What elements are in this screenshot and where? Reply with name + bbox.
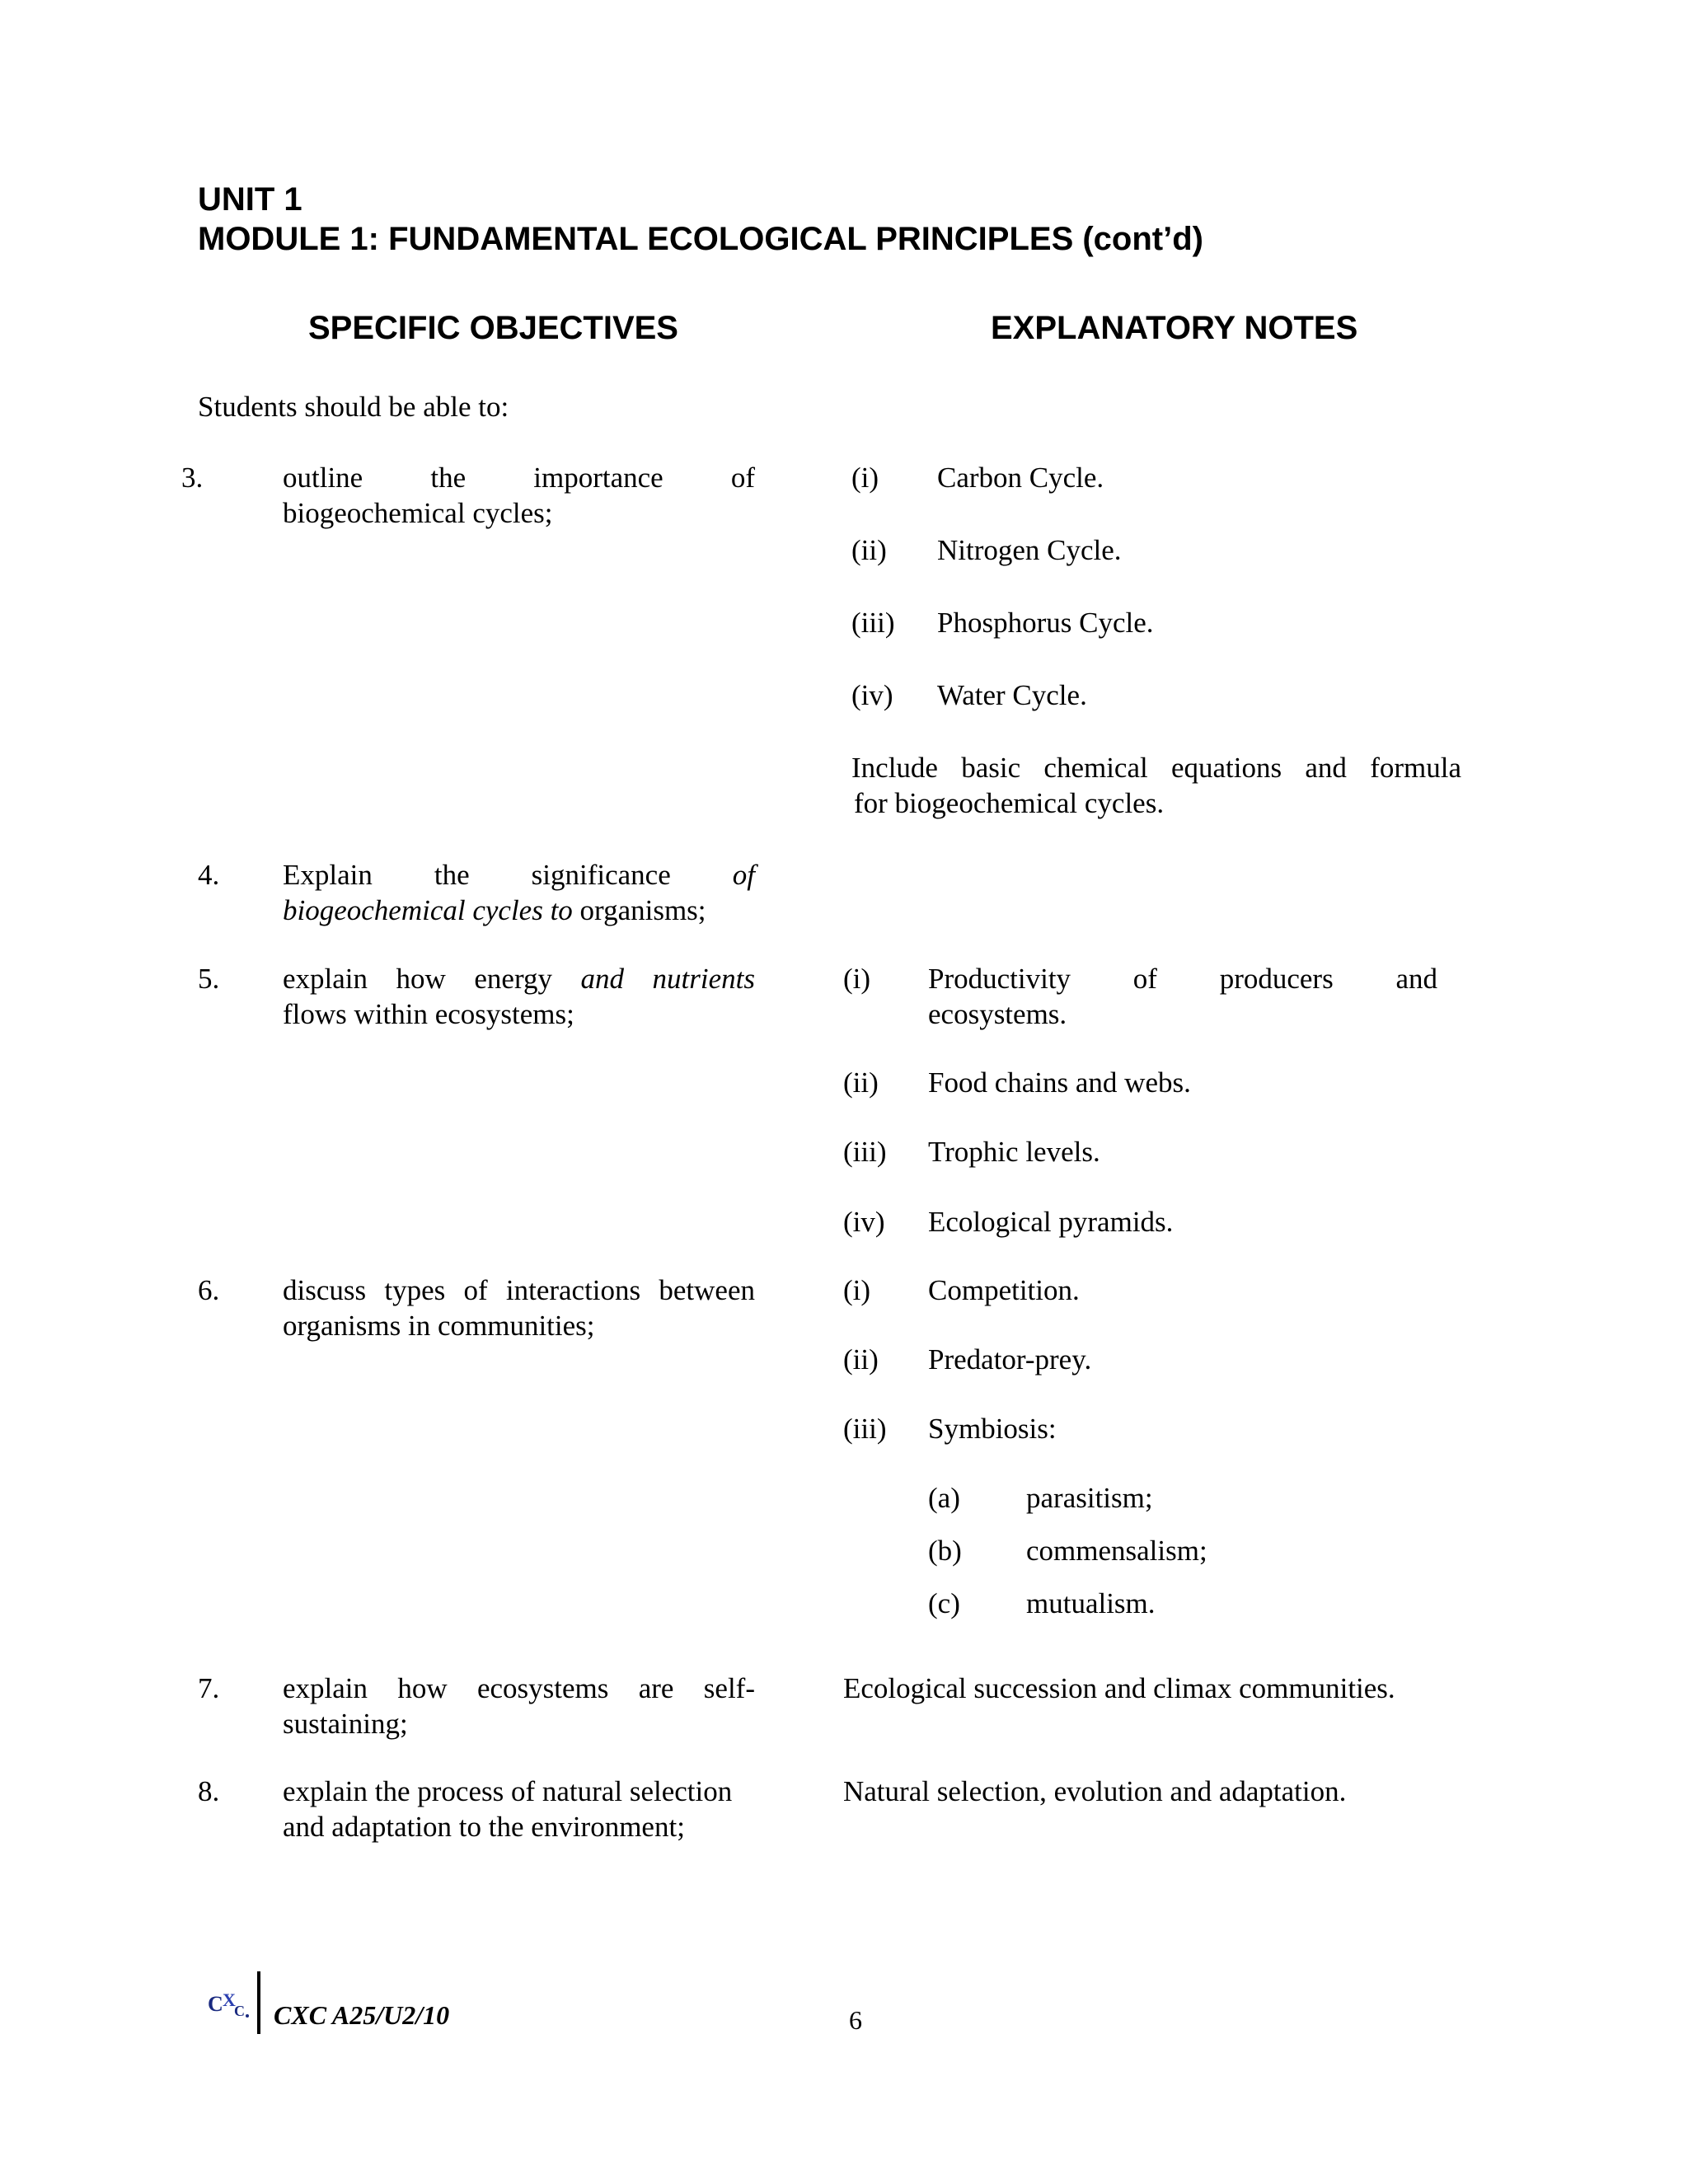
page-number: 6	[849, 2005, 862, 2035]
objective-text: discuss types of interactions between	[283, 1274, 755, 1306]
note-text: Phosphorus Cycle.	[937, 607, 1154, 639]
note-subtext: parasitism;	[1026, 1482, 1153, 1514]
note-text: Nitrogen Cycle.	[937, 534, 1122, 566]
note-text: Carbon Cycle.	[937, 462, 1104, 494]
objective-text: Explain the significance of	[283, 859, 755, 891]
note-number: (i)	[843, 963, 871, 995]
note-text: Productivity of producers and	[928, 963, 1437, 995]
note-number: (ii)	[851, 534, 887, 566]
objective-number: 3.	[181, 462, 204, 494]
unit-heading: UNIT 1	[198, 181, 302, 218]
note-subtext: mutualism.	[1026, 1587, 1156, 1619]
note-number: (iii)	[843, 1136, 887, 1168]
note-text: Ecological succession and climax communities.	[843, 1672, 1395, 1704]
objective-text: sustaining;	[283, 1708, 408, 1740]
svg-text:C: C	[208, 1992, 223, 2016]
objective-number: 4.	[198, 859, 220, 891]
note-subtext: commensalism;	[1026, 1535, 1207, 1567]
note-number: (iii)	[843, 1413, 887, 1445]
svg-text:C: C	[234, 2003, 245, 2019]
objective-number: 7.	[198, 1672, 220, 1704]
note-number: (i)	[851, 462, 879, 494]
note-text: ecosystems.	[928, 998, 1067, 1030]
note-number: (iv)	[843, 1206, 885, 1238]
note-number: (iv)	[851, 679, 893, 711]
explanatory-notes-heading: EXPLANATORY NOTES	[991, 310, 1358, 346]
note-subnumber: (b)	[928, 1535, 962, 1567]
note-text: Food chains and webs.	[928, 1066, 1191, 1099]
note-text: Water Cycle.	[937, 679, 1087, 711]
cxc-logo	[206, 1986, 256, 2022]
note-number: (i)	[843, 1274, 871, 1306]
objective-text: explain how energy and nutrients	[283, 963, 756, 995]
note-number: (ii)	[843, 1343, 879, 1376]
objective-text: outline the importance of	[283, 462, 755, 494]
note-number: (ii)	[843, 1066, 879, 1099]
svg-text:X: X	[223, 1990, 236, 2010]
note-text: Trophic levels.	[928, 1136, 1100, 1168]
objective-text: organisms in communities;	[283, 1310, 595, 1342]
note-text: Include basic chemical equations and formula	[851, 752, 1461, 784]
objective-number: 5.	[198, 963, 220, 995]
objective-text: flows within ecosystems;	[283, 998, 574, 1030]
footer-divider	[257, 1971, 260, 2034]
intro-text: Students should be able to:	[198, 391, 509, 423]
document-code: CXC A25/U2/10	[274, 2000, 450, 2030]
objective-number: 8.	[198, 1775, 220, 1807]
objective-text: biogeochemical cycles;	[283, 497, 553, 529]
note-text: Ecological pyramids.	[928, 1206, 1174, 1238]
objective-text: biogeochemical cycles to organisms;	[283, 894, 706, 926]
objective-text: explain how ecosystems are self-	[283, 1672, 755, 1704]
note-subnumber: (a)	[928, 1482, 960, 1514]
objective-text: explain the process of natural selection	[283, 1775, 733, 1807]
note-text: Competition.	[928, 1274, 1080, 1306]
objective-number: 6.	[198, 1274, 220, 1306]
objective-text: and adaptation to the environment;	[283, 1811, 685, 1843]
note-text: Natural selection, evolution and adaptation.	[843, 1775, 1347, 1807]
note-text: Predator-prey.	[928, 1343, 1092, 1376]
note-text: Symbiosis:	[928, 1413, 1057, 1445]
specific-objectives-heading: SPECIFIC OBJECTIVES	[308, 310, 678, 346]
note-number: (iii)	[851, 607, 895, 639]
note-text: for biogeochemical cycles.	[854, 787, 1165, 819]
note-subnumber: (c)	[928, 1587, 960, 1619]
module-heading: MODULE 1: FUNDAMENTAL ECOLOGICAL PRINCIPLES (cont’d)	[198, 221, 1203, 257]
